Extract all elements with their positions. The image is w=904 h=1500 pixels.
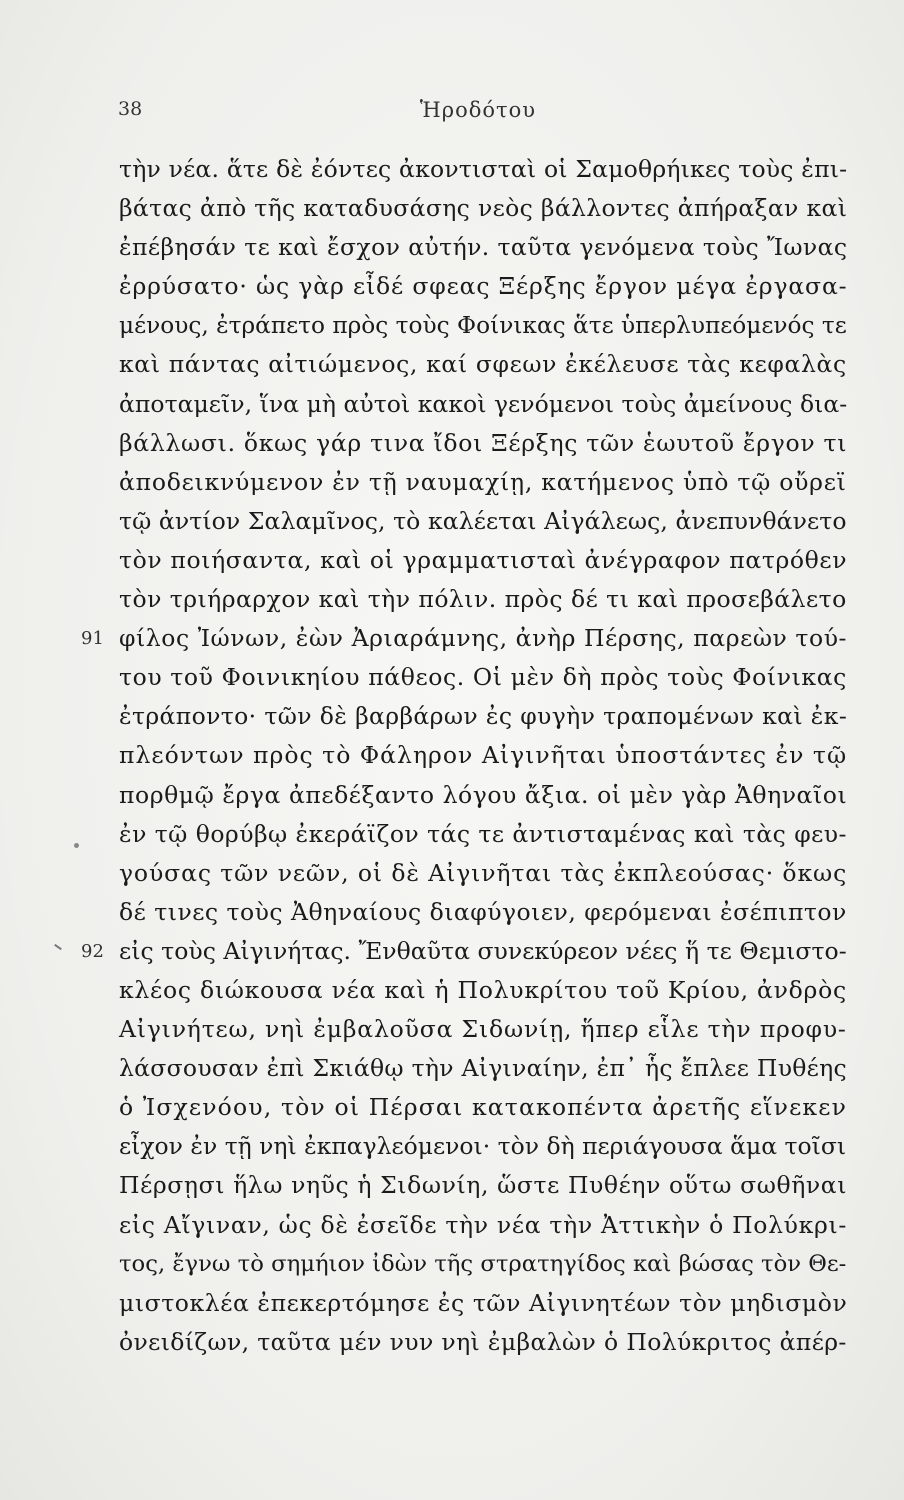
text-line	[119, 1010, 847, 1049]
line-text: εἰς Αἴγιναν, ὡς δὲ ἐσεῖδε τὴν νέα τὴν Ἀττικὴν ὁ Πολύκρι-	[119, 1210, 847, 1239]
line-text: ὁ Ἰσχενόου, τὸν οἱ Πέρσαι κατακοπέντα ἀρετῆς εἵνεκεν	[119, 1093, 848, 1122]
text-line	[119, 345, 847, 384]
text-line	[119, 736, 847, 775]
line-text: μένους, ἐτράπετο πρὸς τοὺς Φοίνικας ἅτε ὑπερλυπεόμενός τε	[119, 312, 847, 340]
line-text: γούσας τῶν νεῶν, οἱ δὲ Αἰγινῆται τὰς ἐκπλεούσας· ὅκως	[119, 858, 848, 887]
line-text: λάσσουσαν ἐπὶ Σκιάθῳ τὴν Αἰγιναίην, ἐπ᾿ ἧς ἔπλεε Πυθέης	[119, 1054, 847, 1083]
line-text: Πέρσῃσι ἥλω νηῦς ἡ Σιδωνίη, ὥστε Πυθέην οὕτω σωθῆναι	[119, 1171, 848, 1200]
line-text: βάτας ἀπὸ τῆς καταδυσάσης νεὸς βάλλοντες ἀπήραξαν καὶ	[119, 194, 848, 223]
text-line	[119, 541, 847, 580]
line-text: ἐπέβησάν τε καὶ ἔσχον αὐτήν. ταῦτα γενόμενα τοὺς Ἴωνας	[119, 233, 848, 262]
text-line	[119, 697, 847, 736]
text-line	[119, 1284, 847, 1323]
line-text: πορθμῷ ἔργα ἀπεδέξαντο λόγου ἄξια. οἱ μὲν γὰρ Ἀθηναῖοι	[119, 780, 848, 809]
body-text	[81, 150, 848, 1362]
line-text: εἰς τοὺς Αἰγινήτας. Ἔνθαῦτα συνεκύρεον νέες ἥ τε Θεμιστο-	[119, 936, 847, 965]
line-text: τὸν τριήραρχον καὶ τὴν πόλιν. πρὸς δέ τι καὶ προσεβάλετο	[119, 585, 847, 614]
text-line	[119, 1245, 847, 1284]
line-text: φίλος Ἰώνων, ἐὼν Ἀριαράμνης, ἀνὴρ Πέρσης, παρεὼν τού-	[119, 624, 848, 653]
text-line	[119, 1206, 847, 1245]
text-line	[119, 502, 847, 541]
running-title: Ἡροδότου	[419, 98, 537, 122]
line-text: ὀνειδίζων, ταῦτα μέν νυν νηὶ ἐμβαλὼν ὁ Πολύκριτος ἀπέρ-	[119, 1327, 847, 1356]
page-number: 38	[118, 98, 143, 120]
line-text: ἐν τῷ θορύβῳ ἐκεράϊζον τάς τε ἀντισταμένας καὶ τὰς φευ-	[119, 819, 847, 848]
text-line	[119, 228, 847, 267]
text-line	[119, 1127, 847, 1166]
text-line	[119, 385, 847, 424]
line-text: Αἰγινήτεω, νηὶ ἐμβαλοῦσα Σιδωνίῃ, ἥπερ εἷλε τὴν προφυ-	[119, 1015, 847, 1044]
line-text: τὸν ποιήσαντα, καὶ οἱ γραμματισταὶ ἀνέγραφον πατρόθεν	[119, 545, 848, 574]
text-line	[119, 1323, 847, 1362]
line-text: δέ τινες τοὺς Ἀθηναίους διαφύγοιεν, φερόμεναι ἐσέπιπτον	[119, 897, 847, 926]
line-text: πλεόντων πρὸς τὸ Φάληρον Αἰγινῆται ὑποστάντες ἐν τῷ	[119, 741, 848, 770]
line-text: κλέος διώκουσα νέα καὶ ἡ Πολυκρίτου τοῦ Κρίου, ἀνδρὸς	[119, 975, 847, 1004]
text-line	[119, 267, 847, 306]
page-header	[118, 98, 838, 128]
line-text: καὶ πάντας αἰτιώμενος, καί σφεων ἐκέλευσε τὰς κεφαλὰς	[119, 350, 847, 379]
line-text: τος, ἔγνω τὸ σημήιον ἰδὼν τῆς στρατηγίδος καὶ βώσας τὸν Θε-	[119, 1250, 847, 1277]
chapter-number: 92	[81, 940, 104, 962]
text-line	[119, 658, 847, 697]
chapter-number: 91	[81, 628, 104, 650]
line-text: ἀποταμεῖν, ἵνα μὴ αὐτοὶ κακοὶ γενόμενοι τοὺς ἀμείνους δια-	[119, 389, 848, 418]
line-text: ἀποδεικνύμενον ἐν τῇ ναυμαχίῃ, κατήμενος ὑπὸ τῷ οὔρεϊ	[119, 467, 847, 496]
text-line	[119, 306, 847, 345]
margin-mark	[74, 843, 79, 848]
line-text: τῷ ἀντίον Σαλαμῖνος, τὸ καλέεται Αἰγάλεως, ἀνεπυνθάνετο	[119, 506, 847, 535]
text-line	[119, 854, 847, 893]
line-text: ἐρρύσατο· ὡς γὰρ εἶδέ σφεας Ξέρξης ἔργον μέγα ἐργασα-	[119, 272, 848, 301]
text-line	[81, 932, 847, 971]
text-line	[119, 150, 847, 189]
line-text: του τοῦ Φοινικηίου πάθεος. Οἱ μὲν δὴ πρὸς τοὺς Φοίνικας	[119, 663, 847, 692]
text-line	[119, 1166, 847, 1205]
line-text: εἶχον ἐν τῇ νηὶ ἐκπαγλεόμενοι· τὸν δὴ περιάγουσα ἅμα τοῖσι	[119, 1132, 847, 1161]
text-line	[119, 893, 847, 932]
line-text: τὴν νέα. ἅτε δὲ ἐόντες ἀκοντισταὶ οἱ Σαμοθρήικες τοὺς ἐπι-	[119, 155, 848, 183]
text-line	[119, 815, 847, 854]
text-line	[119, 463, 847, 502]
line-text: ἐτράποντο· τῶν δὲ βαρβάρων ἐς φυγὴν τραπομένων καὶ ἐκ-	[119, 702, 848, 731]
text-line	[119, 580, 847, 619]
text-line	[119, 1049, 847, 1088]
line-text: βάλλωσι. ὅκως γάρ τινα ἴδοι Ξέρξης τῶν ἑωυτοῦ ἔργον τι	[119, 428, 848, 457]
text-line	[119, 424, 847, 463]
text-line	[119, 1088, 847, 1127]
text-line	[119, 971, 847, 1010]
text-line	[119, 189, 847, 228]
line-text: μιστοκλέα ἐπεκερτόμησε ἐς τῶν Αἰγινητέων τὸν μηδισμὸν	[119, 1288, 848, 1317]
margin-mark	[54, 944, 62, 950]
text-line	[81, 619, 848, 658]
text-line	[119, 776, 847, 815]
